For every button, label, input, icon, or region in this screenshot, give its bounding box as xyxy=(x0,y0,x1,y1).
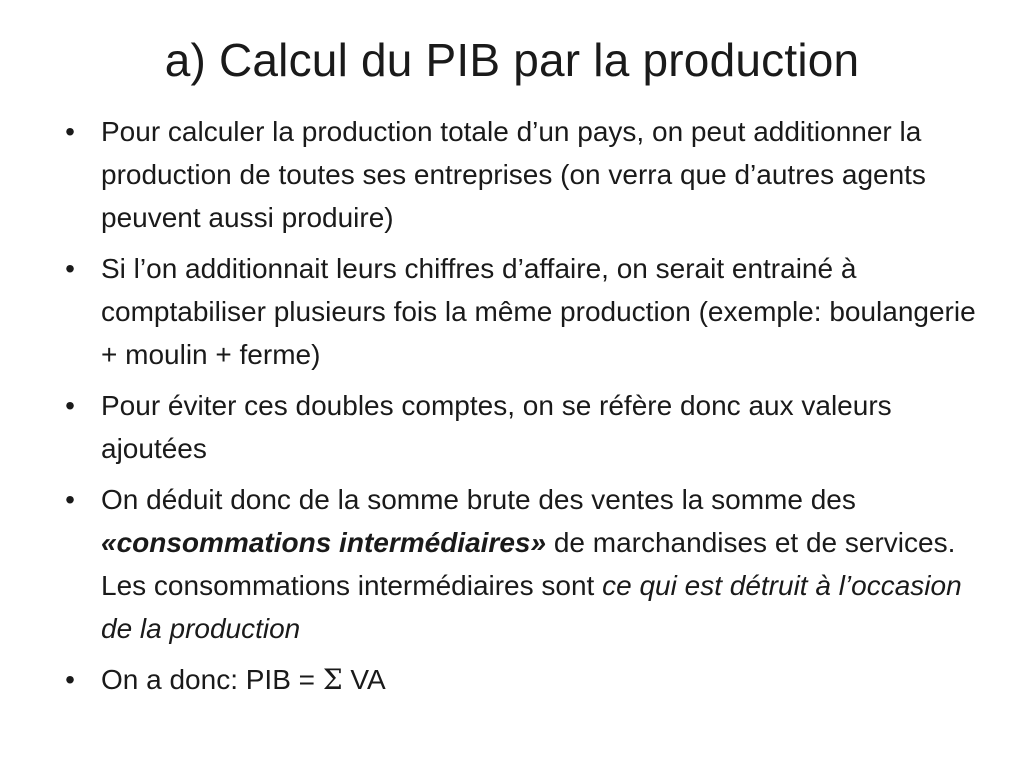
emphasis-term: «consommations intermédiaires» xyxy=(101,527,547,558)
slide-title: a) Calcul du PIB par la production xyxy=(164,34,860,86)
bullet-text: Pour calculer la production totale d’un pays, on peut additionner la production de toutes ses entreprises (on verra que d’autres agents peuvent aussi produire) xyxy=(101,116,926,233)
bullet-item xyxy=(56,478,986,650)
bullet-text-part: On a donc: PIB = xyxy=(101,664,323,695)
bullet-item xyxy=(56,384,986,470)
bullet-text-part: On déduit donc de la somme brute des ventes la somme des xyxy=(101,484,856,515)
bullet-dot-icon: • xyxy=(65,484,75,515)
bullet-item xyxy=(56,110,986,239)
italic-definition: ce qui est détruit à l’occasion de la production xyxy=(101,570,962,644)
bullet-dot-icon: • xyxy=(65,390,75,421)
bullet-list xyxy=(56,110,986,709)
bullet-dot-icon: • xyxy=(65,116,75,147)
bullet-item xyxy=(56,658,986,701)
bullet-text-part: VA xyxy=(342,664,386,695)
bullet-dot-icon: • xyxy=(65,253,75,284)
bullet-text: Si l’on additionnait leurs chiffres d’affaire, on serait entrainé à comptabiliser plusieurs fois la même production (exemple: boulangerie + moulin + ferme) xyxy=(101,253,976,370)
bullet-text: Pour éviter ces doubles comptes, on se réfère donc aux valeurs ajoutées xyxy=(101,390,892,464)
bullet-dot-icon: • xyxy=(65,664,75,695)
sigma-symbol: Σ xyxy=(322,663,343,696)
bullet-item xyxy=(56,247,986,376)
bullet-text-part: de marchandises et de services. Les consommations intermédiaires sont xyxy=(101,527,956,601)
